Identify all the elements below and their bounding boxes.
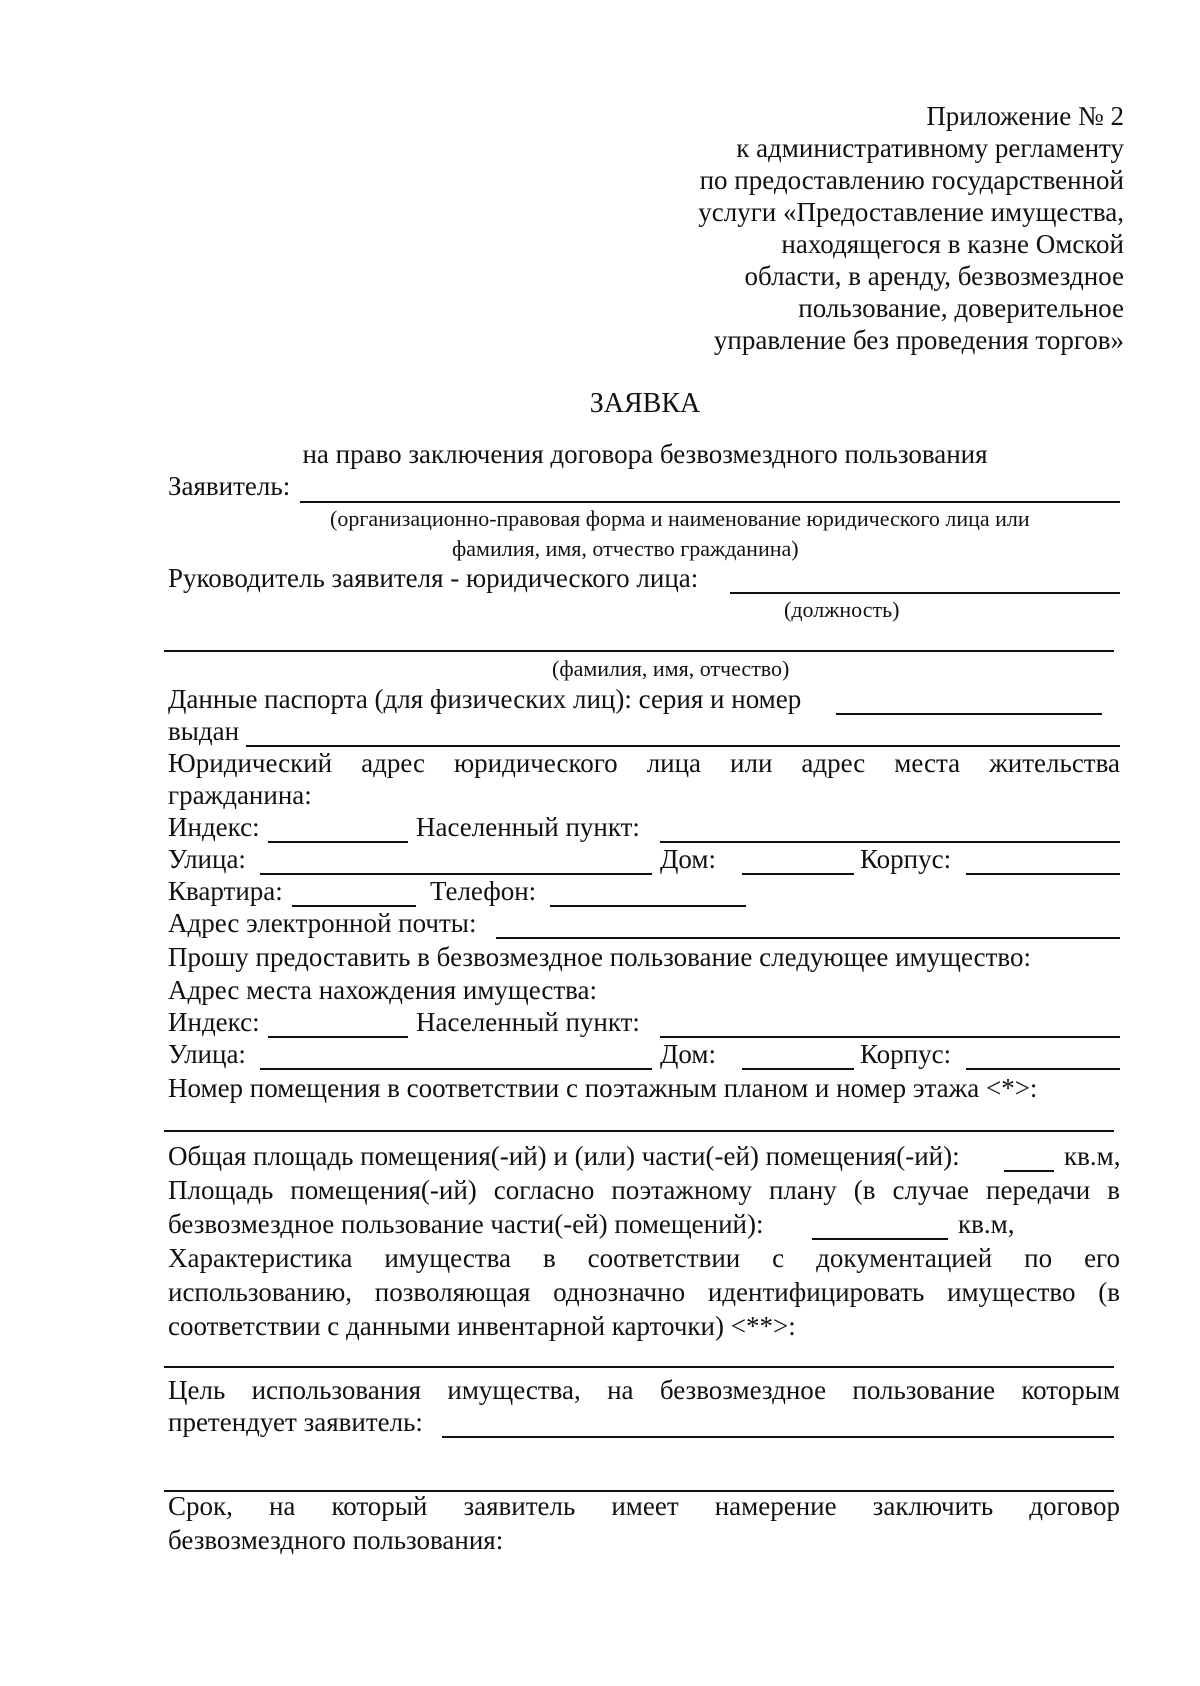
legal-address-cont: гражданина:	[168, 780, 312, 810]
purpose-text	[168, 1374, 1120, 1406]
document-subtitle: на право заключения договора безвозмездного пользования	[302, 439, 988, 469]
word: жительства	[989, 748, 1120, 778]
index2-label: Индекс:	[168, 1007, 260, 1037]
applicant-label: Заявитель:	[168, 471, 291, 501]
street2-label: Улица:	[168, 1039, 246, 1069]
word: однозначно	[553, 1277, 686, 1307]
phone-label: Телефон:	[430, 876, 537, 906]
floor-area-text	[168, 1174, 1120, 1206]
room-number-field[interactable]	[164, 1130, 1114, 1132]
floor-area-cont: безвозмездное пользование части(-ей) помещений):	[168, 1209, 764, 1239]
house-label: Дом:	[660, 844, 716, 874]
term-cont: безвозмездного пользования:	[168, 1525, 504, 1555]
head-label: Руководитель заявителя - юридического лица:	[168, 563, 699, 593]
header-line: к административному регламенту	[736, 133, 1124, 163]
word: в	[1107, 1175, 1120, 1205]
word: имущество	[947, 1277, 1076, 1307]
header-line: находящегося в казне Омской	[781, 229, 1124, 259]
word: с	[772, 1243, 785, 1273]
index-label: Индекс:	[168, 812, 260, 842]
word: заявитель	[463, 1491, 576, 1521]
street-label: Улица:	[168, 844, 246, 874]
floor-area-field[interactable]	[812, 1238, 948, 1240]
word: Цель	[168, 1375, 226, 1405]
word: который	[331, 1491, 428, 1521]
total-area-label: Общая площадь помещения(-ий) и (или) части(-ей) помещения(-ий):	[168, 1141, 960, 1171]
word: имущества,	[447, 1375, 581, 1405]
header-line: Приложение № 2	[926, 101, 1124, 131]
word: в	[542, 1243, 556, 1273]
word: адрес	[361, 748, 425, 778]
word: Юридический	[168, 748, 333, 778]
index-field[interactable]	[268, 841, 408, 843]
word: Характеристика	[168, 1243, 353, 1273]
passport-number-field[interactable]	[836, 713, 1102, 715]
word: заключить	[872, 1491, 994, 1521]
head-fio-field[interactable]	[164, 650, 1114, 652]
characteristic-cont: соответствии с данными инвентарной карточки) <**>:	[168, 1311, 796, 1341]
word: имущества	[384, 1243, 511, 1273]
word: на	[268, 1491, 296, 1521]
word: поэтажному	[611, 1175, 752, 1205]
word: или	[730, 748, 773, 778]
passport-label: Данные паспорта (для физических лиц): серия и номер	[168, 684, 802, 714]
word: которым	[1021, 1375, 1120, 1405]
word: соответствии	[587, 1243, 741, 1273]
email-field[interactable]	[496, 937, 1120, 939]
apartment-label: Квартира:	[168, 876, 283, 906]
word: адрес	[801, 748, 866, 778]
issued-label: выдан	[168, 716, 240, 746]
header-line: по предоставлению государственной	[699, 165, 1124, 195]
word: намерение	[714, 1491, 837, 1521]
document-title: ЗАЯВКА	[589, 388, 701, 419]
word: идентифицировать	[707, 1277, 925, 1307]
word: документацией	[816, 1243, 993, 1273]
header-line: пользование, доверительное	[798, 293, 1124, 323]
total-area-field[interactable]	[1004, 1170, 1054, 1172]
email-label: Адрес электронной почты:	[168, 908, 477, 938]
house-field[interactable]	[742, 873, 854, 875]
word: его	[1084, 1243, 1120, 1273]
header-line: области, в аренду, безвозмездное	[744, 261, 1124, 291]
word: пользование	[852, 1375, 996, 1405]
word: имеет	[611, 1491, 679, 1521]
fio-hint: (фамилия, имя, отчество)	[552, 656, 790, 681]
word: использованию,	[168, 1277, 353, 1307]
street2-field[interactable]	[260, 1068, 652, 1070]
word: использования	[251, 1375, 422, 1405]
purpose-field[interactable]	[442, 1436, 1114, 1438]
house2-field[interactable]	[742, 1068, 854, 1070]
room-number-text: Номер помещения в соответствии с поэтажным планом и номер этажа <*>:	[168, 1073, 1038, 1103]
legal-address-text	[168, 747, 1120, 779]
applicant-hint: фамилия, имя, отчество гражданина)	[452, 536, 799, 561]
position-hint: (должность)	[784, 597, 900, 622]
word: помещения(-ий)	[290, 1175, 477, 1205]
total-area-unit: кв.м,	[1064, 1141, 1121, 1171]
word: случае	[892, 1175, 970, 1205]
word: (в	[1098, 1277, 1120, 1307]
house2-label: Дом:	[660, 1039, 716, 1069]
applicant-hint: (организационно-правовая форма и наименование юридического лица или	[330, 506, 1030, 531]
word: по	[1024, 1243, 1053, 1273]
word: Площадь	[168, 1175, 274, 1205]
word: лица	[646, 748, 702, 778]
locality2-label: Населенный пункт:	[416, 1007, 640, 1037]
word: (в	[853, 1175, 876, 1205]
building-label: Корпус:	[860, 844, 952, 874]
word: безвозмездное	[659, 1375, 827, 1405]
word: договор	[1029, 1491, 1120, 1521]
purpose-cont: претендует заявитель:	[168, 1407, 423, 1437]
word: согласно	[493, 1175, 595, 1205]
word: передачи	[986, 1175, 1091, 1205]
property-address-label: Адрес места нахождения имущества:	[168, 975, 598, 1005]
building-field[interactable]	[966, 873, 1120, 875]
characteristic-text-2	[168, 1276, 1120, 1308]
header-line: услуги «Предоставление имущества,	[698, 197, 1124, 227]
word: на	[607, 1375, 634, 1405]
floor-area-unit: кв.м,	[958, 1209, 1015, 1239]
building2-label: Корпус:	[860, 1039, 952, 1069]
word: позволяющая	[374, 1277, 531, 1307]
phone-field[interactable]	[550, 905, 746, 907]
header-line: управление без проведения торгов»	[713, 325, 1124, 355]
characteristic-text	[168, 1242, 1120, 1274]
word: Срок,	[168, 1491, 233, 1521]
word: плану	[768, 1175, 837, 1205]
term-text	[168, 1490, 1120, 1522]
request-text: Прошу предоставить в безвозмездное пользование следующее имущество:	[168, 942, 1031, 972]
building2-field[interactable]	[966, 1068, 1120, 1070]
word: места	[894, 748, 961, 778]
word: юридического	[454, 748, 618, 778]
characteristic-field[interactable]	[164, 1366, 1114, 1368]
locality-label: Населенный пункт:	[416, 812, 640, 842]
index2-field[interactable]	[268, 1036, 408, 1038]
